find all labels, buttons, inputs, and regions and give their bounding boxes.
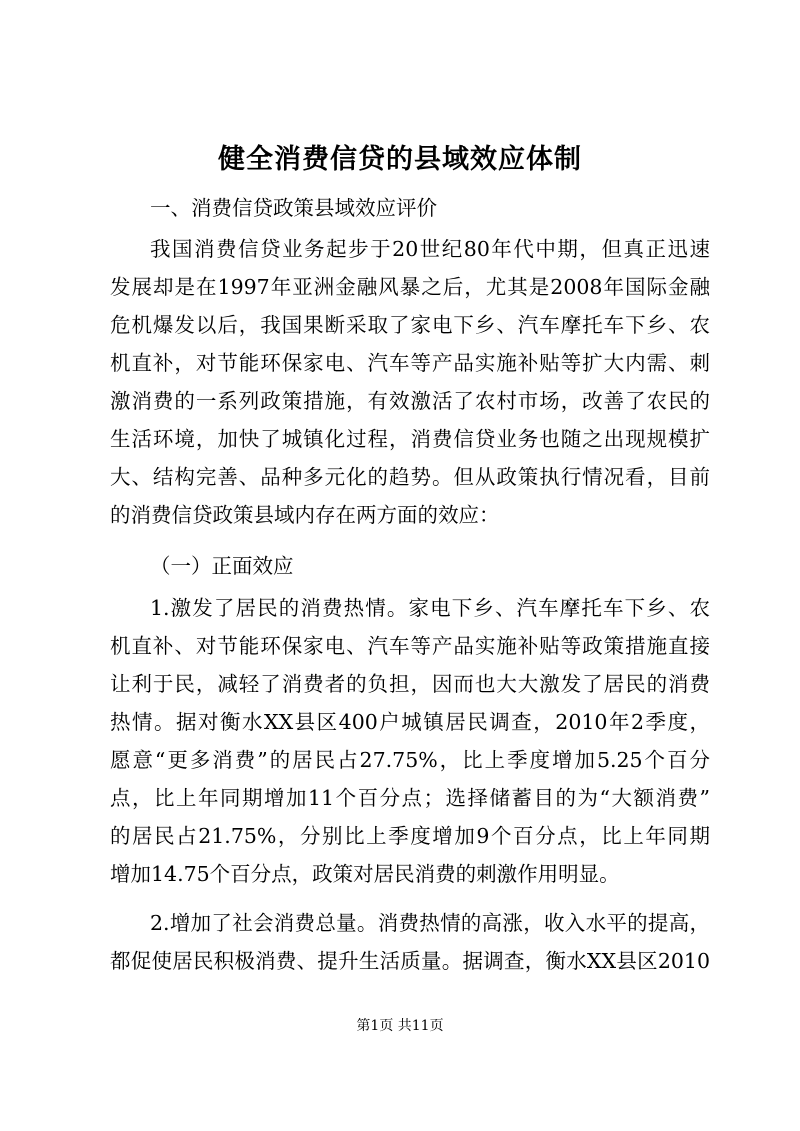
- paragraph-line: 我国消费信贷业务起步于20世纪80年代中期，但真正迅速: [150, 237, 710, 261]
- paragraph-line: 机直补，对节能环保家电、汽车等产品实施补贴等扩大内需、刺: [110, 351, 710, 375]
- paragraph-line: 点，比上年同期增加11个百分点；选择储蓄目的为“大额消费”: [110, 786, 710, 810]
- paragraph-line: 的居民占21.75%，分别比上季度增加9个百分点，比上年同期: [110, 824, 710, 848]
- paragraph-line: 发展却是在1997年亚洲金融风暴之后，尤其是2008年国际金融: [110, 275, 710, 299]
- paragraph-line: 机直补、对节能环保家电、汽车等产品实施补贴等政策措施直接: [110, 634, 710, 658]
- paragraph-line: 大、结构完善、品种多元化的趋势。但从政策执行情况看，目前: [110, 465, 710, 489]
- paragraph-line: 热情。据对衡水XX县区400户城镇居民调查，2010年2季度，: [110, 710, 710, 734]
- page-number-footer: 第1页 共11页: [356, 1018, 444, 1034]
- paragraph-line: 增加14.75个百分点，政策对居民消费的刺激作用明显。: [110, 862, 620, 886]
- paragraph-line: 2.增加了社会消费总量。消费热情的高涨，收入水平的提高，: [150, 911, 710, 935]
- paragraph-line: 让利于民，减轻了消费者的负担，因而也大大激发了居民的消费: [110, 672, 710, 696]
- document-title: 健全消费信贷的县域效应体制: [218, 144, 582, 175]
- paragraph-line: 的消费信贷政策县域内存在两方面的效应：: [110, 503, 500, 527]
- paragraph-line: 都促使居民积极消费、提升生活质量。据调查，衡水XX县区2010: [110, 949, 710, 973]
- paragraph-line: 激消费的一系列政策措施，有效激活了农村市场，改善了农民的: [110, 389, 710, 413]
- paragraph-line: 愿意“更多消费”的居民占27.75%，比上季度增加5.25个百分: [110, 748, 710, 772]
- paragraph-line: 1.激发了居民的消费热情。家电下乡、汽车摩托车下乡、农: [150, 596, 710, 620]
- paragraph-line: 生活环境，加快了城镇化过程，消费信贷业务也随之出现规模扩: [110, 427, 710, 451]
- subsection-heading: （一）正面效应: [150, 554, 294, 578]
- paragraph-line: 危机爆发以后，我国果断采取了家电下乡、汽车摩托车下乡、农: [110, 313, 710, 337]
- section-heading: 一、消费信贷政策县域效应评价: [150, 196, 437, 220]
